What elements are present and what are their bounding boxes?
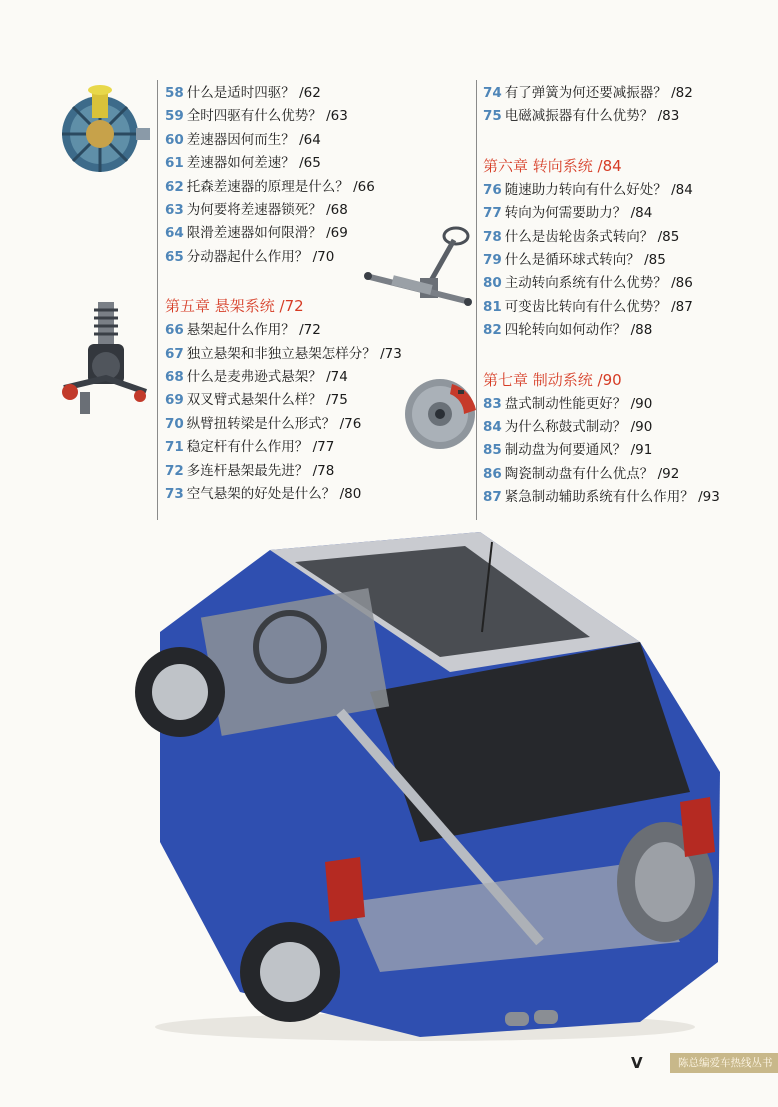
toc-entry-title: 紧急制动辅助系统有什么作用？ /93	[504, 489, 720, 506]
toc-entry-title: 有了弹簧为何还要减振器？ /82	[504, 85, 693, 101]
toc-entry[interactable]	[483, 272, 720, 295]
toc-entry-number: 86	[483, 465, 502, 482]
toc-column-right	[483, 82, 720, 510]
toc-entry-number: 81	[483, 298, 502, 315]
toc-entry-number: 71	[165, 439, 184, 456]
toc-entry[interactable]	[483, 202, 720, 225]
toc-entry-number: 79	[483, 252, 502, 269]
toc-entry-title: 全时四驱有什么优势？ /63	[186, 108, 348, 125]
toc-entry[interactable]	[165, 413, 402, 436]
chapter-heading-braking[interactable]: 第七章 制动系统 /90	[483, 370, 622, 389]
toc-entry[interactable]	[483, 179, 720, 202]
toc-entry-title: 限滑差速器如何限滑？ /69	[186, 225, 348, 242]
toc-entry[interactable]	[165, 82, 402, 105]
toc-entry-title: 四轮转向如何动作？ /88	[504, 322, 653, 339]
toc-entry-title: 分动器起什么作用？ /70	[186, 248, 335, 265]
toc-list	[483, 179, 720, 343]
toc-entry-number: 75	[483, 108, 502, 125]
column-divider-right	[476, 80, 477, 520]
toc-entry[interactable]	[483, 463, 720, 486]
toc-list	[483, 393, 720, 510]
toc-entry[interactable]	[483, 82, 720, 105]
page-number: V	[631, 1054, 643, 1072]
toc-entry[interactable]	[165, 343, 402, 366]
brake-disc-illustration	[402, 376, 480, 452]
toc-entry-number: 68	[165, 369, 184, 386]
toc-entry[interactable]	[165, 105, 402, 128]
toc-entry-number: 62	[165, 178, 184, 195]
toc-entry-title: 陶瓷制动盘有什么优点？ /92	[504, 465, 680, 482]
chapter-heading-suspension[interactable]: 第五章 悬架系统 /72	[165, 297, 304, 316]
toc-list	[165, 319, 402, 506]
toc-entry-title: 纵臂扭转梁是什么形式？ /76	[186, 415, 362, 432]
toc-entry-number: 69	[165, 392, 184, 409]
toc-entry-title: 什么是麦弗逊式悬架？ /74	[186, 369, 348, 386]
toc-list	[483, 82, 720, 129]
toc-entry-title: 什么是适时四驱？ /62	[186, 85, 321, 101]
car-cutaway-illustration	[120, 522, 730, 1052]
toc-entry[interactable]	[165, 129, 402, 152]
toc-entry[interactable]	[483, 486, 720, 509]
toc-entry-title: 为什么称鼓式制动？ /90	[504, 419, 653, 436]
toc-entry-title: 托森差速器的原理是什么？ /66	[186, 178, 375, 195]
toc-entry[interactable]	[483, 416, 720, 439]
toc-entry-number: 64	[165, 225, 184, 242]
toc-entry-number: 70	[165, 415, 184, 432]
toc-entry-title: 独立悬架和非独立悬架怎样分？ /73	[186, 345, 402, 362]
toc-entry-number: 83	[483, 395, 502, 412]
toc-entry[interactable]	[483, 105, 720, 128]
toc-entry-number: 80	[483, 275, 502, 292]
toc-entry[interactable]	[165, 176, 402, 199]
chapter-heading-steering[interactable]: 第六章 转向系统 /84	[483, 156, 622, 175]
toc-entry-number: 65	[165, 248, 184, 265]
toc-entry-number: 73	[165, 486, 184, 503]
toc-entry-title: 多连杆悬架最先进？ /78	[186, 462, 335, 479]
toc-entry-title: 稳定杆有什么作用？ /77	[186, 439, 335, 456]
toc-entry-number: 82	[483, 322, 502, 339]
toc-entry-number: 78	[483, 228, 502, 245]
toc-entry-number: 67	[165, 345, 184, 362]
toc-entry-title: 悬架起什么作用？ /72	[186, 322, 321, 339]
toc-entry[interactable]	[483, 393, 720, 416]
toc-entry-title: 空气悬架的好处是什么？ /80	[186, 486, 362, 503]
toc-entry-title: 随速助力转向有什么好处？ /84	[504, 181, 693, 198]
toc-entry[interactable]	[483, 226, 720, 249]
toc-entry-number: 77	[483, 205, 502, 222]
toc-entry-title: 电磁减振器有什么优势？ /83	[504, 108, 680, 125]
toc-entry[interactable]	[165, 199, 402, 222]
toc-entry-title: 什么是齿轮齿条式转向？ /85	[504, 228, 680, 245]
toc-entry[interactable]	[165, 319, 402, 342]
toc-entry-title: 可变齿比转向有什么优势？ /87	[504, 298, 693, 315]
toc-entry-title: 什么是循环球式转向？ /85	[504, 252, 666, 269]
toc-entry-title: 盘式制动性能更好？ /90	[504, 395, 653, 412]
toc-entry[interactable]	[483, 296, 720, 319]
toc-entry[interactable]	[165, 366, 402, 389]
toc-entry-title: 双叉臂式悬架什么样？ /75	[186, 392, 348, 409]
toc-entry[interactable]	[483, 319, 720, 342]
toc-entry-number: 66	[165, 322, 184, 339]
toc-entry-number: 72	[165, 462, 184, 479]
toc-entry-title: 差速器因何而生？ /64	[186, 131, 321, 148]
column-divider-left	[157, 80, 158, 520]
toc-entry-number: 85	[483, 442, 502, 459]
toc-entry[interactable]	[165, 460, 402, 483]
toc-entry-number: 84	[483, 419, 502, 436]
toc-entry[interactable]	[165, 436, 402, 459]
toc-entry[interactable]	[483, 249, 720, 272]
differential-illustration	[54, 82, 152, 188]
toc-entry-title: 制动盘为何要通风？ /91	[504, 442, 653, 459]
toc-entry-number: 74	[483, 85, 502, 101]
toc-entry[interactable]	[165, 389, 402, 412]
toc-entry-number: 87	[483, 489, 502, 506]
toc-entry-number: 59	[165, 108, 184, 125]
toc-entry-title: 转向为何需要助力？ /84	[504, 205, 653, 222]
toc-entry[interactable]	[165, 483, 402, 506]
toc-entry-title: 主动转向系统有什么优势？ /86	[504, 275, 693, 292]
toc-entry-number: 76	[483, 181, 502, 198]
toc-entry-number: 58	[165, 85, 184, 101]
toc-entry-number: 61	[165, 155, 184, 172]
toc-entry-title: 为何要将差速器锁死？ /68	[186, 202, 348, 219]
toc-entry-number: 60	[165, 131, 184, 148]
toc-entry[interactable]	[483, 439, 720, 462]
steering-rack-illustration	[362, 220, 474, 320]
toc-entry-number: 63	[165, 202, 184, 219]
suspension-illustration	[58, 296, 150, 420]
toc-entry[interactable]	[165, 152, 402, 175]
toc-entry-title: 差速器如何差速？ /65	[186, 155, 321, 172]
series-name-badge: 陈总编爱车热线丛书	[670, 1053, 778, 1073]
